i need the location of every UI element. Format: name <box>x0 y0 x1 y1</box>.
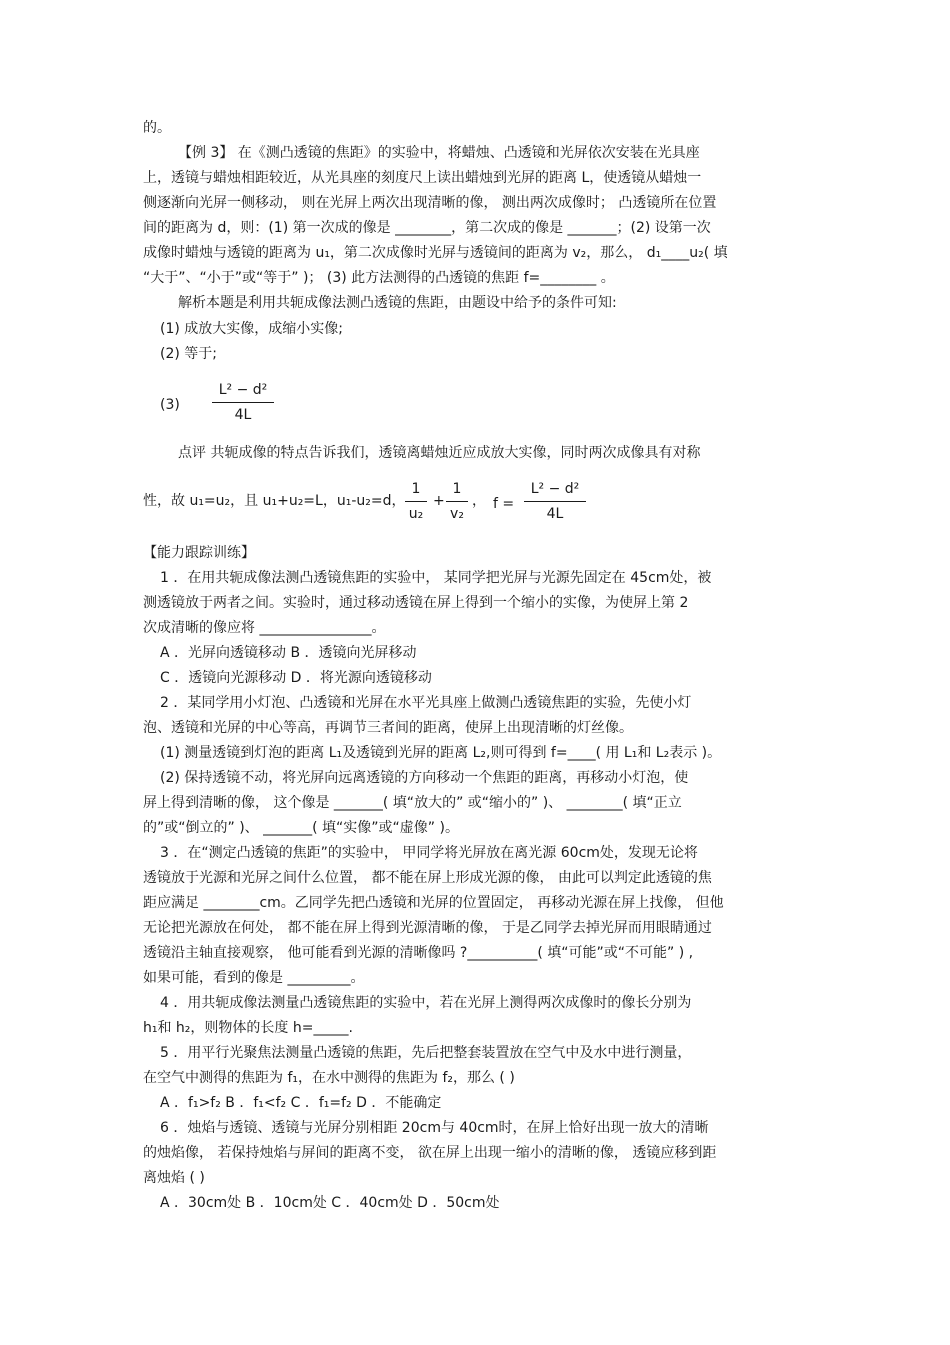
comma: ， <box>472 493 486 509</box>
f-equals: f = <box>493 496 515 512</box>
answer-1: (1) 成放大实像，成缩小实像; <box>160 321 343 337</box>
text-line: 测透镜放于两者之间。实验时，通过移动透镜在屏上得到一个缩小的实像，为使屏上第 2 <box>143 595 689 611</box>
question-5: 5 ．用平行光聚焦法测量凸透镜的焦距，先后把整套装置放在空气中及水中进行测量， <box>160 1045 692 1061</box>
text-line: 透镜放于光源和光屏之间什么位置， 都不能在屏上形成光源的像， 由此可以判定此透镜的焦 <box>143 870 712 886</box>
choices-q6: A ．30cm处 B ．10cm处 C ．40cm处 D ．50cm处 <box>160 1195 500 1211</box>
formula-denominator: 4L <box>546 506 564 522</box>
question-1: 1 ．在用共轭成像法测凸透镜焦距的实验中， 某同学把光屏与光源先固定在 45cm处，被 <box>160 570 712 586</box>
text-line: h₁和 h₂，则物体的长度 h=_____. <box>143 1020 353 1036</box>
section-heading: 【能力跟踪训练】 <box>143 545 255 561</box>
text-line: 无论把光源放在何处， 都不能在屏上得到光源清晰的像， 于是乙同学去掉光屏而用眼睛通过 <box>143 920 712 936</box>
question-2: 2 ．某同学用小灯泡、凸透镜和光屏在水平光具座上做测凸透镜焦距的实验，先使小灯 <box>160 695 692 711</box>
text-line: 上，透镜与蜡烛相距较近，从光具座的刻度尺上读出蜡烛到光屏的距离 L，使透镜从蜡烛一 <box>143 170 702 186</box>
text-line: 在空气中测得的焦距为 f₁，在水中测得的焦距为 f₂，那么 ( ) <box>143 1070 515 1086</box>
formula-denominator: v₂ <box>450 506 464 522</box>
text-line: “大于”、“小于”或“等于” )； (3) 此方法测得的凸透镜的焦距 f=________ 。 <box>143 270 615 286</box>
text-line: 的烛焰像， 若保持烛焰与屏间的距离不变， 欲在屏上出现一缩小的清晰的像， 透镜应移到距 <box>143 1145 717 1161</box>
text-line: 距应满足 ________cm。乙同学先把凸透镜和光屏的位置固定， 再移动光源在屏上找像， 但他 <box>143 895 724 911</box>
formula-denominator: 4L <box>234 407 252 423</box>
answer-3-label: (3) <box>160 397 180 413</box>
formula-numerator: 1 <box>452 481 462 497</box>
formula-denominator: u₂ <box>408 506 424 522</box>
fraction-bar <box>212 402 274 403</box>
sub-question-1: (1) 测量透镜到灯泡的距离 L₁及透镜到光屏的距离 L₂,则可得到 f=____( 用 L₁和 L₂表示 )。 <box>160 745 722 761</box>
question-3: 3 ．在“测定凸透镜的焦距”的实验中， 甲同学将光屏放在离光源 60cm处，发现无论将 <box>160 845 698 861</box>
formula-numerator: L² − d² <box>218 382 268 398</box>
choices-cd: C ．透镜向光源移动 D ．将光源向透镜移动 <box>160 670 432 686</box>
answer-2: (2) 等于; <box>160 346 217 362</box>
text-line: 成像时蜡烛与透镜的距离为 u₁，第二次成像时光屏与透镜间的距离为 v₂，那么， d₁____u₂( 填 <box>143 245 728 261</box>
fraction-bar <box>405 501 427 502</box>
text-line: 的。 <box>143 120 171 136</box>
text-line: 次成清晰的像应将 ________________。 <box>143 620 386 636</box>
example-heading: 【例 3】 在《测凸透镜的焦距》的实验中，将蜡烛、凸透镜和光屏依次安装在光具座 <box>178 145 700 161</box>
fraction-bar <box>524 501 586 502</box>
text-line: 间的距离为 d，则：(1) 第一次成的像是 ________，第二次成的像是 _______；(2) 设第一次 <box>143 220 711 236</box>
plus-sign: + <box>433 493 445 509</box>
text-line: 如果可能，看到的像是 _________。 <box>143 970 365 986</box>
choices-ab: A ．光屏向透镜移动 B ．透镜向光屏移动 <box>160 645 417 661</box>
text-line: 的”或“倒立的” )、 _______( 填“实像”或“虚像” )。 <box>143 820 459 836</box>
formula-frac-v2 <box>446 480 468 523</box>
text-line: 泡、透镜和光屏的中心等高，再调节三者间的距离，使屏上出现清晰的灯丝像。 <box>143 720 633 736</box>
formula-frac-u2 <box>405 480 427 523</box>
formula-f <box>524 480 586 523</box>
analysis-heading: 解析本题是利用共轭成像法测凸透镜的焦距，由题设中给予的条件可知: <box>178 295 617 311</box>
formula-answer-3 <box>212 381 274 424</box>
comment-heading: 点评 共轭成像的特点告诉我们，透镜离蜡烛近应成放大实像，同时两次成像具有对称 <box>178 445 701 461</box>
sub-question-2: (2) 保持透镜不动，将光屏向远离透镜的方向移动一个焦距的距离，再移动小灯泡，使 <box>160 770 689 786</box>
formula-numerator: L² − d² <box>530 481 580 497</box>
fraction-bar <box>446 501 468 502</box>
text-line: 透镜沿主轴直接观察， 他可能看到光源的清晰像吗 ?__________( 填“可能”或“不可能” ) , <box>143 945 694 961</box>
text-line: 性，故 u₁=u₂，且 u₁+u₂=L，u₁-u₂=d， <box>143 493 406 509</box>
text-line: 侧逐渐向光屏一侧移动， 则在光屏上两次出现清晰的像， 测出两次成像时； 凸透镜所在位置 <box>143 195 717 211</box>
question-4: 4 ．用共轭成像法测量凸透镜焦距的实验中，若在光屏上测得两次成像时的像长分别为 <box>160 995 692 1011</box>
question-6: 6 ．烛焰与透镜、透镜与光屏分别相距 20cm与 40cm时，在屏上恰好出现一放大的清晰 <box>160 1120 709 1136</box>
text-line: 离烛焰 ( ) <box>143 1170 205 1186</box>
choices-q5: A ．f₁>f₂ B ．f₁<f₂ C ．f₁=f₂ D ．不能确定 <box>160 1095 442 1111</box>
formula-numerator: 1 <box>411 481 421 497</box>
text-line: 屏上得到清晰的像， 这个像是 _______( 填“放大的” 或“缩小的” )、 ________( 填“正立 <box>143 795 682 811</box>
